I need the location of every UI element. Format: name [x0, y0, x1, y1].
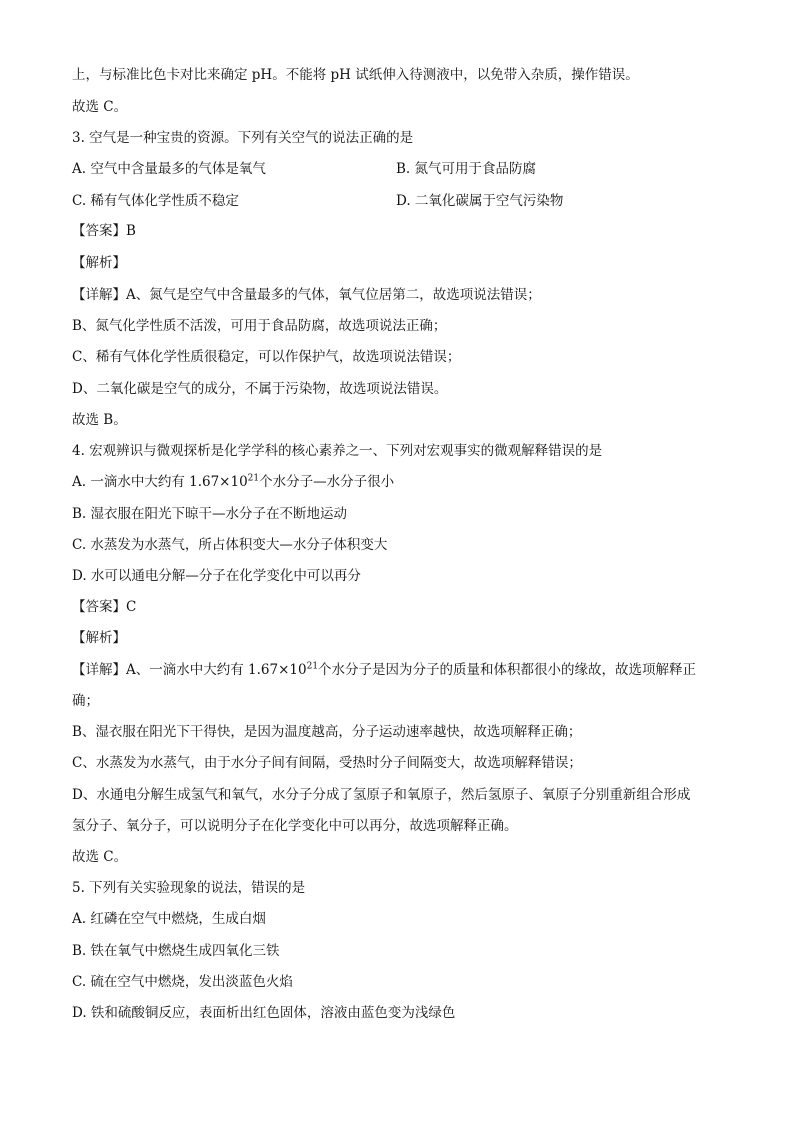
text-span: 个水分子—水分子很小 [259, 474, 395, 490]
superscript: 21 [306, 661, 319, 672]
explanation-line: C、水蒸发为水蒸气，由于水分子间有间隔，受热时分子间隔变大，故选项解释错误； [72, 755, 582, 771]
explanation-line [72, 661, 696, 679]
text-line: 故选 C。 [72, 99, 128, 115]
explanation-line: 确； [72, 693, 99, 709]
option-b: B. 氮气可用于食品防腐 [396, 161, 537, 177]
text-span: 【详解】A、一滴水中大约有 1.67×10 [72, 662, 307, 678]
explanation-line: 氢分子、氧分子，可以说明分子在化学变化中可以再分，故选项解释正确。 [72, 818, 518, 834]
option-c: C. 硫在空气中燃烧，发出淡蓝色火焰 [72, 974, 293, 990]
option-c: C. 稀有气体化学性质不稳定 [72, 193, 239, 209]
text-span: A. 一滴水中大约有 1.67×10 [72, 474, 248, 490]
option-a: A. 空气中含量最多的气体是氧气 [72, 161, 266, 177]
explanation-line: D、二氧化碳是空气的成分，不属于污染物，故选项说法错误。 [72, 381, 448, 397]
analysis-label: 【解析】 [72, 255, 126, 271]
explanation-line: B、湿衣服在阳光下干得快，是因为温度越高，分子运动速率越快，故选项解释正确； [72, 724, 582, 740]
question-3-stem: 3. 空气是一种宝贵的资源。下列有关空气的说法正确的是 [72, 130, 414, 146]
question-4-stem: 4. 宏观辨识与微观探析是化学学科的核心素养之一、下列对宏观事实的微观解释错误的是 [72, 443, 603, 459]
text-line: 故选 B。 [72, 412, 127, 428]
explanation-line: C、稀有气体化学性质很稳定，可以作保护气，故选项说法错误； [72, 349, 461, 365]
text-span: 个水分子是因为分子的质量和体积都很小的缘故，故选项解释正 [318, 662, 697, 678]
answer-label: 【答案】C [72, 599, 137, 615]
analysis-label: 【解析】 [72, 630, 126, 646]
option-d: D. 铁和硫酸铜反应，表面析出红色固体，溶液由蓝色变为浅绿色 [72, 1005, 456, 1021]
option-c: C. 水蒸发为水蒸气，所占体积变大—水分子体积变大 [72, 537, 388, 553]
option-b: B. 湿衣服在阳光下晾干—水分子在不断地运动 [72, 506, 348, 522]
text-line: 上，与标准比色卡对比来确定 pH。不能将 pH 试纸伸入待测液中，以免带入杂质，操作错误。 [72, 67, 639, 83]
explanation-line: B、氮气化学性质不活泼，可用于食品防腐，故选项说法正确； [72, 318, 447, 334]
question-5-stem: 5. 下列有关实验现象的说法，错误的是 [72, 880, 306, 896]
explanation-line: 【详解】A、氮气是空气中含量最多的气体，氧气位居第二，故选项说法错误； [72, 287, 541, 303]
option-a: A. 红磷在空气中燃烧，生成白烟 [72, 911, 266, 927]
answer-label: 【答案】B [72, 223, 136, 239]
option-d: D. 二氧化碳属于空气污染物 [396, 193, 564, 209]
superscript: 21 [247, 473, 260, 484]
option-d: D. 水可以通电分解—分子在化学变化中可以再分 [72, 568, 361, 584]
option-a [72, 473, 394, 491]
explanation-line: D、水通电分解生成氢气和氧气，水分子分成了氢原子和氧原子，然后氢原子、氧原子分别重新组合形成 [72, 787, 691, 803]
option-b: B. 铁在氧气中燃烧生成四氧化三铁 [72, 943, 280, 959]
text-line: 故选 C。 [72, 849, 128, 865]
